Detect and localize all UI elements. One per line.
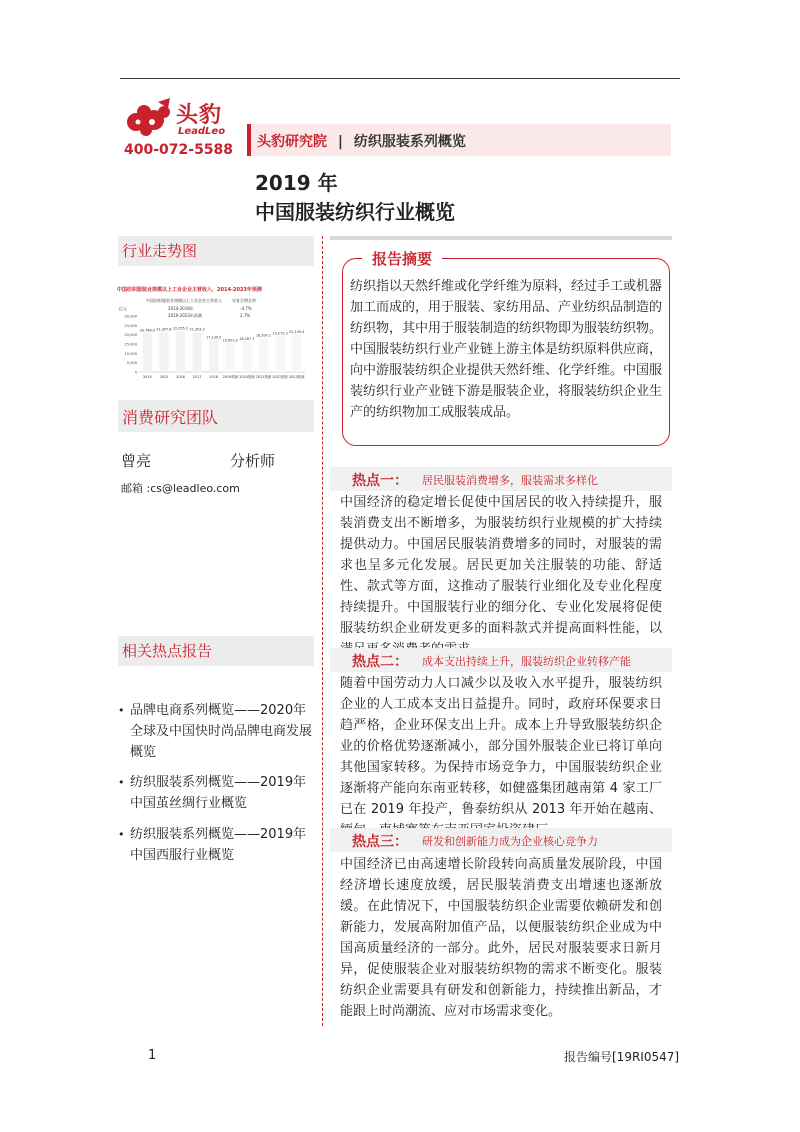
chart-data-label: 18,200.1 [255, 333, 272, 338]
chart-title: 中国纺织服装业规模以上工业企业主营收入，2014-2023年预测 [117, 287, 262, 293]
chart-ylabel: 亿元 [119, 306, 127, 311]
chart-category-label: 2023预测 [288, 375, 305, 379]
phone-number: 400-072-5588 [124, 142, 234, 158]
chart-data-label: 17,139.9 [206, 335, 222, 340]
chart-bar [176, 331, 185, 372]
main-top-bar [330, 236, 672, 240]
chart-ytick: 0 [134, 370, 137, 375]
page-title: 中国服装纺织行业概览 [255, 200, 455, 224]
chart-bar [209, 340, 218, 372]
brand-name-en: LeadLeo [178, 126, 226, 137]
bullet: • [118, 704, 125, 717]
chart-cagr-1: -4.7% [240, 306, 252, 311]
chart-ytick: 25,000 [124, 323, 137, 328]
bullet: • [118, 776, 125, 789]
chart-category-label: 2022预测 [272, 375, 288, 379]
institute-name: 头豹研究院 [257, 134, 327, 150]
chart-category-label: 2018 [209, 375, 219, 379]
hotspot-1-body: 中国经济的稳定增长促使中国居民的收入持续提升，服装消费支出不断增多，为服装纺织行业规模的扩大持续提供动力。中国居民服装消费增多的同时，对服装的需求也呈多元化发展。居民更加关注服装的功能、舒适性、款式等方面，这推动了服装行业细化及专业化程度持续提升。中国服装行业的细分化、专业化发展将促使服装纺织企业研发更多的面料款式并提高面料性能，以 [340, 495, 662, 636]
related-item-2-text[interactable]: 纺织服装系列概览——2019年中国茧丝绸行业概览 [130, 775, 307, 811]
related-item-3-text[interactable]: 纺织服装系列概览——2019年中国西服行业概览 [130, 827, 307, 863]
hotspot-2-label: 热点二： [352, 654, 408, 670]
hotspot-3-label: 热点三： [352, 834, 408, 850]
chart-data-label: 15,601.0 [222, 338, 238, 343]
series-name: 纺织服装系列概览 [353, 134, 466, 150]
hotspot-3-subtitle: 研发和创新能力成为企业核心竞争力 [422, 835, 598, 848]
crescent-icon [334, 833, 348, 847]
chart-bar [259, 338, 268, 372]
top-rule [120, 78, 680, 79]
crescent-icon [334, 472, 348, 486]
column-divider [322, 236, 323, 1026]
chart-data-label: 20,768.9 [139, 328, 155, 333]
chart-ytick: 10,000 [124, 351, 137, 356]
chart-data-label: 22,055.2 [172, 326, 189, 331]
team-heading [118, 400, 314, 432]
chart-category-label: 2020预测 [239, 375, 255, 379]
summary-tab: 报告摘要 [362, 248, 442, 269]
chart-ytick: 5,000 [126, 361, 137, 366]
trend-chart [115, 312, 311, 384]
chart-subtitle: 中国纺织服装业规模以上工业企业主营收入 [146, 298, 222, 303]
team-heading-text: 消费研究团队 [122, 408, 219, 427]
chart-data-label: 20,149.4 [289, 329, 305, 334]
chart-category-label: 2017 [192, 375, 202, 379]
chart-ytick: 30,000 [124, 314, 137, 319]
hotspot-2-subtitle: 成本支出持续上升，服装纺织企业转移产能 [422, 655, 631, 668]
trend-heading [118, 236, 314, 266]
chart-data-label: 19,272.3 [272, 331, 288, 336]
chart-bar [276, 336, 285, 372]
chart-legend-1: 2014-2018年 [168, 306, 194, 311]
related-item-1-text[interactable]: 品牌电商系列概览——2020年全球及中国快时尚品牌电商发展概览 [130, 703, 313, 760]
chart-data-label: 21,303.3 [189, 327, 205, 332]
hotspot-1-subtitle: 居民服装消费增多，服装需求多样化 [422, 474, 598, 487]
analyst-email: 邮箱 :cs@leadleo.com [121, 482, 240, 495]
chart-cagr-header: 年复合增长率 [232, 298, 256, 303]
page-number: 1 [148, 1048, 157, 1063]
chart-category-label: 2016 [176, 375, 185, 379]
hotspot-2-bar [330, 648, 672, 672]
chart-bar [242, 342, 251, 372]
analyst-title: 分析师 [230, 452, 276, 470]
summary-body: 纺织指以天然纤维或化学纤维为原料，经过手工或机器加工而成的，用于服装、家纺用品、产业纺织品制造的纺织物，其中用于服装制造的纺织物即为服装纺织物。中国服装纺织行业产业链上游主体是纺织原料供应商，向中游服装纺织企业提供天然纤维、化学纤维。中国服装纺织行业产业链下游是服装企业，将服装纺织企业生产的纺织物加工成服装成品。 [350, 279, 663, 420]
chart-cagr-2: 2.7% [240, 313, 251, 318]
series-accent [247, 124, 251, 156]
chart-ytick: 15,000 [124, 342, 137, 347]
crescent-icon [334, 653, 348, 667]
chart-data-label: 16,267.7 [239, 337, 255, 342]
hotspot-1-bar [330, 467, 672, 491]
related-heading [118, 636, 314, 666]
chart-category-label: 2019预测 [222, 375, 239, 379]
related-item-3[interactable] [118, 824, 316, 866]
chart-ytick: 20,000 [124, 333, 137, 338]
brand-name-cn: 头豹 [176, 103, 223, 128]
chart-category-label: 2014 [142, 375, 152, 379]
chart-bar [193, 332, 202, 372]
related-item-1[interactable] [118, 700, 316, 763]
series-text [257, 131, 466, 151]
analyst-name: 曾亮 [121, 452, 152, 470]
chart-bar [159, 332, 168, 372]
chart-data-label: 21,307.6 [156, 327, 172, 332]
chart-category-label: 2021预测 [255, 375, 272, 379]
trend-heading-text: 行业走势图 [122, 242, 198, 260]
bullet: • [118, 828, 125, 841]
related-item-2[interactable] [118, 772, 316, 814]
chart-bar [292, 334, 301, 372]
series-banner [247, 124, 671, 156]
chart-bar [226, 343, 235, 372]
hotspot-1-label: 热点一： [352, 473, 408, 489]
hotspot-3-bar [330, 828, 672, 852]
related-heading-text: 相关热点报告 [122, 642, 213, 660]
series-separator: | [337, 134, 343, 150]
chart-legend-2: 2019-2023年预测 [168, 313, 202, 318]
report-year: 2019 年 [255, 171, 338, 195]
chart-category-label: 2015 [159, 375, 169, 379]
report-number: 报告编号[19RI0547] [564, 1050, 680, 1064]
chart-bar [143, 333, 152, 372]
hotspot-2-body: 随着中国劳动力人口减少以及收入水平提升，服装纺织企业的人工成本支出日益提升。同时，政府环保要求日趋严格，企业环保支出上升。成本上升导致服装纺织企业的价格优势逐渐减小，部分国外服装企业已将订单向其他国家转移。为保持市场竞争力，中国服装纺织企业逐渐将产能向东南亚转移，如健盛集团越南第 4 家工厂已在 2019 年投产，鲁泰纺织从 2013 年开始在越南、 [340, 676, 662, 817]
hotspot-3-body: 中国经济已由高速增长阶段转向高质量发展阶段，中国经济增长速度放缓，居民服装消费支出增速也逐渐放缓。在此情况下，中国服装纺织企业需要依赖研发和创新能力，发展高附加值产品，以便服装纺织企业成为中国高质量经济的一部分。此外，居民对服装要求日新月异，促使服装企业对服装纺织物的需求不断变化。服装纺织企业需要具有研发和创新能力，持续推出新品，才能跟上时尚潮流、应对市场需求变化。 [340, 857, 662, 1019]
